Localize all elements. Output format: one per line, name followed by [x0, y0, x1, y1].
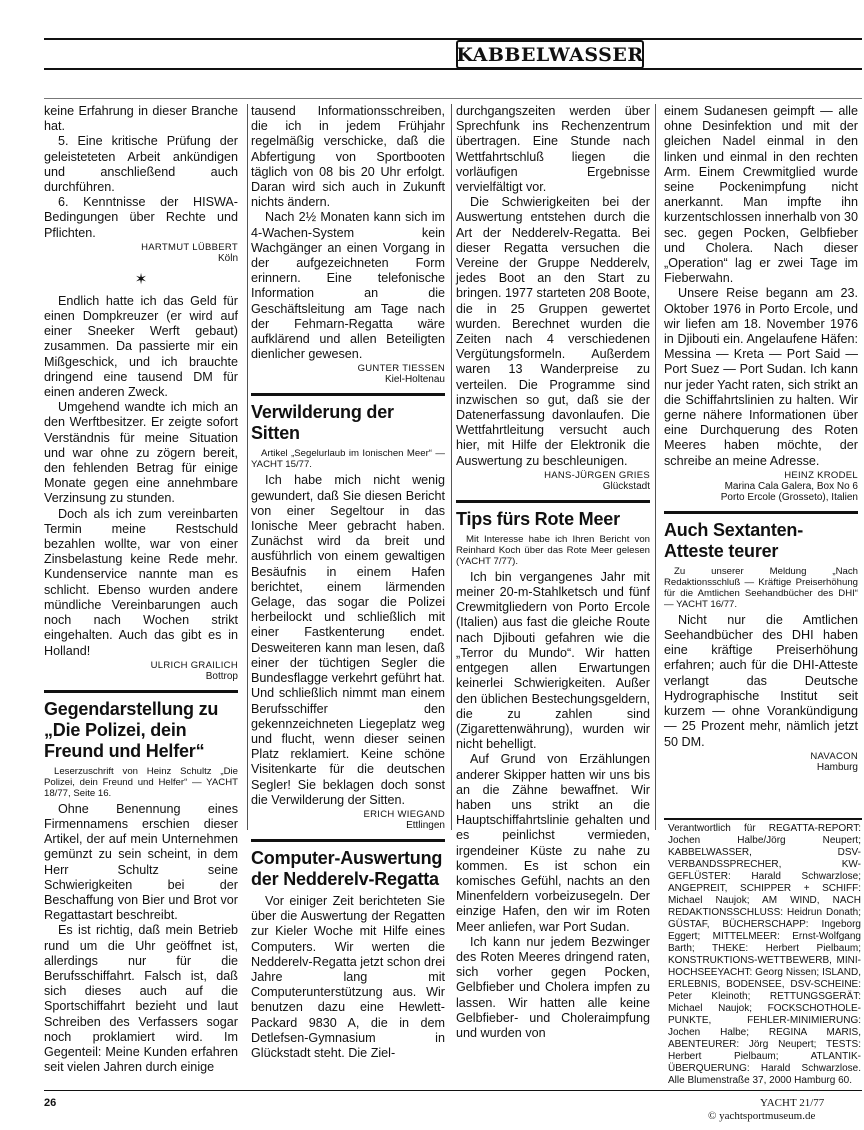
section-title: KABBELWASSER [456, 43, 644, 66]
impressum-rule [664, 818, 862, 820]
copyright-label: © yachtsportmuseum.de [708, 1110, 816, 1122]
top-rule [44, 38, 862, 40]
signature-location: Glückstadt [602, 480, 650, 492]
paragraph: keine Erfahrung in dieser Branche hat. [44, 104, 238, 134]
footer-rule [44, 1090, 862, 1091]
headline-rule [251, 839, 445, 842]
separator-star-icon: ✶ [134, 270, 148, 288]
paragraph: Endlich hatte ich das Geld für einen Dompkreuzer (er wird auf einer Sneeker Werft gebaut) zusammen. Da passierte mir ein Mißgeschick, und ich brauchte dringend eine tausend DM für einen anderen Zweck. [44, 293, 238, 400]
paragraph: 6. Kenntnisse der HISWA-Bedingungen über Rechte und Pflichten. [44, 195, 238, 240]
column-separator-3 [655, 104, 656, 830]
signature-location: Bottrop [205, 670, 238, 682]
paragraph: Ich kann nur jedem Bezwinger des Roten Meeres dringend raten, sich vorher gegen Pocken, Gelbfieber und Cholera impfen zu lassen. Wir hatten alle keine Gelbfieber- und Choleraimpfung und wurden von [456, 934, 650, 1040]
signature-name: ULRICH GRAILICH [150, 659, 238, 671]
headline: Auch Sextanten-Atteste teurer [664, 519, 804, 561]
column-separator-1 [247, 104, 248, 830]
headline-rule [44, 690, 238, 693]
signature-location: Kiel-Holtenau [384, 374, 445, 386]
headline: Verwilderung der Sitten [251, 402, 394, 444]
column-4 [664, 104, 858, 775]
headline-rule [456, 500, 650, 503]
headline: Computer-Auswertung der Nedderelv-Regatta [251, 847, 443, 889]
column-2 [251, 104, 445, 1061]
signature [664, 751, 858, 773]
signature [251, 809, 445, 831]
signature-name: HANS-JÜRGEN GRIES [544, 469, 650, 481]
signature-location: Köln [217, 252, 238, 264]
lead-note: Artikel „Segelurlaub im Ionischen Meer“ — YACHT 15/77. [251, 448, 445, 471]
paragraph: tausend Informationsschreiben, die ich in jedem Frühjahr regelmäßig verschicke, daß die Abfertigung von Sportbooten täglich von 08 bis 20 Uhr erfolgt. Daran wird sich auch in Zukunft nichts ändern. [251, 104, 445, 210]
column-1 [44, 104, 238, 1075]
header-underline [44, 98, 862, 99]
signature-name: NAVACON [810, 750, 858, 762]
paragraph: Auf Grund von Erzählungen anderer Skipper hatten wir uns bis an die Zähne bewaffnet. Wir haben uns strikt an die Hauptschiffahrtslinie gehalten und es peinlichst vermieden, irgendeiner Küste zu nahe zu kommen. Es ist schon ein komisches Gefühl, nachts an den Minenfeldern vorbeizusegeln. Der einzige Hafen, den wir im Roten Meer anliefen, war Port Sudan. [456, 752, 650, 934]
paragraph: Umgehend wandte ich mich an den Werftbesitzer. Er zeigte sofort Verständnis für meine Situation und war ohne zu zögern bereit, den fehlenden Betrag für einige Monate gegen eine annehmbare Verzinsung zu stunden. [44, 400, 238, 506]
impressum: Verantwortlich für REGATTA-REPORT: Jochen Halbe/Jörg Neupert; KABBELWASSER, DSV-VERBANDSSPRECHER, KW-GEFLÜSTER: Harald Schwarzlose; ANGEPREIT, SCHIPPER + SCHIFF: Michael Naujok; AM WIND, NACH REDAKTIONSSCHLUSS: Heidrun Donath; GÜSTAF, BÜCHERSCHAPP: Ingeborg Eggert; MITTELMEER: Ernst-Wolfgang Barth; THEKE: Herbert Pielbaum; KONSTRUKTIONS-WETTBEWERB, MINI-HOCHSEEYACHT: Georg Nissen; ISLAND, ERLEBNIS, BODENSEE, DSV-SCHEINE: Peter Kleinoth; RETTUNGSGERÄT: Michael Naujok; FOCKSCHOTHOLE-PUNKTE, FEHLER-MINIMIERUNG: Jochen Halbe; REGINA MARIS, ABENTEURER: Jörg Neupert; TESTS: Herbert Pielbaum; ATLANTIK-ÜBERQUERUNG: Harald Schwarzlose. Alle Blumenstraße 37, 2000 Hamburg 60. [668, 823, 861, 1086]
signature [456, 470, 650, 492]
signature [44, 660, 238, 682]
signature-name: HARTMUT LÜBBERT [141, 241, 238, 253]
signature-name: ERICH WIEGAND [363, 808, 445, 820]
lead-note: Leserzuschrift von Heinz Schultz „Die Polizei, dein Freund und Helfer“ — YACHT 18/77, Seite 16. [44, 765, 238, 799]
headline: Tips fürs Rote Meer [456, 508, 620, 529]
lead-note: Mit Interesse habe ich Ihren Bericht von Reinhard Koch über das Rote Meer gelesen (YACHT 7/77). [456, 533, 650, 567]
issue-label: YACHT 21/77 [760, 1097, 825, 1109]
paragraph: Ich habe mich nicht wenig gewundert, daß Sie diesen Bericht von einer Segeltour in das Ionische Meer gebracht haben. Zunächst wird da breit und ausführlich von einem gewaltigen Besäufnis in einem Hafen berichtet, einem lärmenden Gelage, das sogar die Polizei herbeilockt und schließlich mit einer Fastkenterung endet. Desweiteren kann man lesen, daß einer der tüchtigen Segler die Bundesflagge verkehrt geführt hat. Und schließlich nimmt man einem Berufsschiffer den gekennzeichneten Liegeplatz weg und flucht, wenn dieser seinen Platz reklamiert. Keine schöne Visitenkarte für die deutschen Segler! Sie beklagen doch sonst die Verwilderung der Sitten. [251, 473, 445, 807]
signature [664, 470, 858, 503]
headline: Gegendarstellung zu „Die Polizei, dein Freund und Helfer“ [44, 698, 219, 761]
paragraph: Ohne Benennung eines Firmennamens erschien dieser Artikel, der auf mein Unternehmen gemünzt zu sein scheint, in dem Herr Schultz seine Schwierigkeiten bei der Beschaffung von Bier und Brot vor Regattastart beschreibt. [44, 801, 238, 923]
paragraph: 5. Eine kritische Prüfung der geleisteteten Arbeit ankündigen und anschließend auch durchführen. [44, 134, 238, 195]
signature [44, 242, 238, 264]
headline-rule [664, 511, 858, 514]
paragraph: Es ist richtig, daß mein Betrieb rund um die Uhr geöffnet ist, allerdings nur für die Berufsschiffahrt. Falsch ist, daß sich dieses auch auf die Sportschiffahrt bezieht und laut Schreiben des Verfassers sogar noch proklamiert wird. Im Gegenteil: Meine Kunden erfahren seit vielen Jahren durch einige [44, 923, 238, 1075]
signature-location: Ettlingen [406, 819, 445, 831]
paragraph: Ich bin vergangenes Jahr mit meiner 20-m-Stahlketsch und fünf Crewmitgliedern von Porto Ercole (Italien) aus fast die gleiche Route nach Djibouti gefahren wie die „Terror du Mundo“. Wir hatten entgegen allen Erwartungen keinerlei Schwierigkeiten. Außer den üblichen Bestechungsgeldern, die zu zahlen sind (Zigarettenwährung), wurden wir nicht behelligt. [456, 569, 650, 752]
headline-rule [251, 393, 445, 396]
signature [251, 363, 445, 385]
paragraph: Die Schwierigkeiten bei der Auswertung entstehen durch die Art der Nedderelv-Regatta. Bei dieser Regatta versuchen die Vereine der Gruppe Nedderelv, jedes Boot an den Start zu bringen. 1977 starteten 208 Boote, die in 25 Gruppen gewertet wurden. Berechnet wurden die Zeiten nach 4 verschiedenen Vergütungsformeln. Außerdem waren 13 Wanderpreise zu verteilen. Die Programme sind inzwischen so gut, daß sie der Datenerfassung davonlaufen. Die Wettfahrtleitung versucht auch hier, mit Hilfe der Elektronik die Auswertung zu beschleunigen. [456, 195, 650, 468]
page-number: 26 [44, 1097, 57, 1109]
header-rule [44, 68, 862, 70]
signature-location: Hamburg [816, 761, 858, 773]
paragraph: durchgangszeiten werden über Sprechfunk ins Rechenzentrum übertragen. Eine Stunde nach Wettfahrtschluß liegen die vorläufigen Ergebnisse vervielfältigt vor. [456, 104, 650, 195]
paragraph: Unsere Reise begann am 23. Oktober 1976 in Porto Ercole, und wir liefen am 18. November 1976 in Djibouti ein. Angelaufene Häfen: Messina — Kreta — Port Said — Port Suez — Port Sudan. Ich kann nur jeder Yacht raten, sich strikt an die Schiffahrtslinien zu halten. Wir gerne nähere Informationen über eine Durchquerung des Roten Meeres haben möchte, der schreibe an meine Adresse. [664, 286, 858, 468]
section-title-box [456, 40, 644, 69]
signature-name: GUNTER TIESSEN [357, 363, 445, 375]
paragraph: einem Sudanesen geimpft — alle ohne Desinfektion und mit der gleichen Nadel einmal in den linken und einmal in den rechten Arm. Einem Crewmitglied wurde seine Pockenimpfung nicht anerkannt. Man impfte ihn kurzentschlossen innerhalb von 30 sec. gegen Pocken, Gelbfieber und Cholera. Nach dieser „Operation“ lag er zwei Tage im Fieberwahn. [664, 104, 858, 286]
paragraph: Doch als ich zum vereinbarten Termin meine Restschuld bezahlen wollte, war von einer Zinsbelastung keine Rede mehr. Kundenservice nannte man es schlicht. Ebenso wurden andere mündliche Vereinbarungen auch noch nach Wochen strikt eingehalten. Auch das gibt es in Holland! [44, 506, 238, 658]
signature-address: Porto Ercole (Grosseto), Italien [720, 491, 858, 503]
paragraph: Nach 2½ Monaten kann sich im 4-Wachen-System kein Wachgänger an einen Vorgang in der aufgezeichneten Form erinnern. Eine telefonische Information an die Geschäftsleitung am Tage nach der Fehmarn-Regatta wäre aufklärend und allen Beteiligten dienlicher gewesen. [251, 210, 445, 362]
signature-name: HEINZ KRODEL [784, 469, 858, 481]
column-separator-2 [451, 104, 452, 830]
column-3 [456, 104, 650, 1041]
signature-address: Marina Cala Galera, Box No 6 [724, 480, 858, 492]
paragraph: Vor einiger Zeit berichteten Sie über die Auswertung der Regatten zur Kieler Woche mit Hilfe eines Computers. Wir werten die Nedderelv-Regatta jetzt schon drei Jahre lang mit Computerunterstützung aus. Wir benutzen dazu eine Hewlett-Packard 9830 A, die in dem Detlefsen-Gymnasium in Glückstadt steht. Die Ziel- [251, 893, 445, 1060]
paragraph: Nicht nur die Amtlichen Seehandbücher des DHI haben eine kräftige Preiserhöhung erfahren; auch für die DHI-Atteste verlangt das Deutsche Hydrographische Institut seit kurzem — ohne Vorankündigung — 25 Prozent mehr, nämlich jetzt 50 DM. [664, 612, 858, 749]
lead-note: Zu unserer Meldung „Nach Redaktionsschluß — Kräftige Preiserhöhung für die Amtlichen Seehandbücher des DHI“ — YACHT 16/77. [664, 565, 858, 610]
